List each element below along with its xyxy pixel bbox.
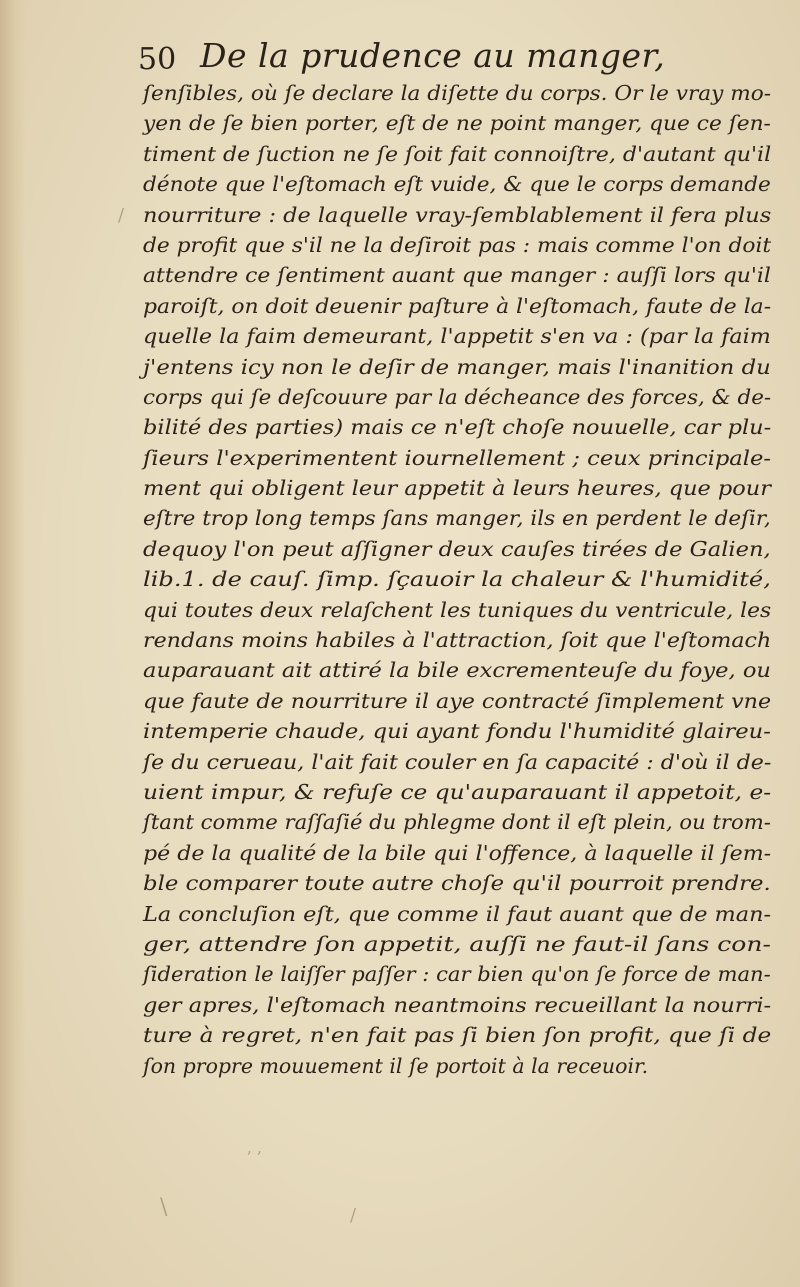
page-header <box>138 32 778 80</box>
text-line <box>143 868 773 898</box>
text-line-content: timent de ſuction ne ſe ſoit fait connoiſtre, d'autant qu'il <box>143 141 772 166</box>
text-line-content: ture à regret, n'en fait pas ſi bien ſon profit, que ſi de <box>143 1023 772 1048</box>
text-line <box>143 838 773 868</box>
text-line <box>143 716 773 746</box>
text-line-content: ger, attendre ſon appetit, auſſi ne faut-il ſans con- <box>143 931 771 956</box>
text-line <box>143 777 773 807</box>
text-line <box>143 291 773 321</box>
text-line <box>143 747 773 777</box>
text-line-content: nourriture : de laquelle vray-ſemblablement il fera plus <box>143 202 772 227</box>
text-line-content: bilité des parties) mais ce n'eſt choſe nouuelle, car plu- <box>143 415 772 440</box>
body-text <box>143 78 773 1081</box>
text-line-content: j'entens icy non le deſir de manger, mais l'inanition du <box>143 354 771 379</box>
text-line-content: eſtre trop long temps ſans manger, ils en perdent le deſir, <box>143 506 771 531</box>
text-line <box>143 807 773 837</box>
text-line <box>143 990 773 1020</box>
text-line <box>143 686 773 716</box>
text-line-content: ſon propre mouuement il ſe portoit à la receuoir. <box>143 1053 649 1078</box>
text-line-content: dequoy l'on peut aſſigner deux cauſes tirées de Galien, <box>143 536 771 561</box>
text-line <box>143 534 773 564</box>
text-line-content: ger apres, l'eſtomach neantmoins recueillant la nourri- <box>143 992 772 1017</box>
text-line <box>143 412 773 442</box>
text-line-content: lib.1. de cauſ. ſimp. ſçauoir la chaleur & l'humidité, <box>143 567 771 592</box>
text-line-content: de profit que s'il ne la deſiroit pas : mais comme l'on doit <box>143 232 772 257</box>
text-line-content: ſideration le laiſſer paſſer : car bien qu'on ſe force de man- <box>143 962 771 987</box>
margin-mark: / <box>118 205 125 226</box>
text-line <box>143 108 773 138</box>
text-line-content: intemperie chaude, qui ayant fondu l'humidité glaireu- <box>143 719 771 744</box>
text-line-content: uient impur, & refuſe ce qu'auparauant il appetoit, e- <box>143 779 772 804</box>
text-line <box>143 352 773 382</box>
text-line-content: auparauant ait attiré la bile excrementeuſe du foye, ou <box>143 658 771 683</box>
text-line-content: yen de ſe bien porter, eſt de ne point manger, que ce ſen- <box>143 111 771 136</box>
text-line <box>143 230 773 260</box>
text-line-content: La concluſion eſt, que comme il faut auant que de man- <box>143 901 772 926</box>
text-line-content: ſenſibles, où ſe declare la diſette du corps. Or le vray mo- <box>143 81 771 105</box>
text-line <box>143 473 773 503</box>
bleed-through-mark: ʼ ʼ <box>246 1148 262 1167</box>
text-line <box>143 443 773 473</box>
text-line <box>143 139 773 169</box>
text-line-content: pé de la qualité de la bile qui l'offence, à laquelle il ſem- <box>143 840 772 865</box>
text-line <box>143 625 773 655</box>
text-line <box>143 321 773 351</box>
text-line-content: ſtant comme raſſaſié du phlegme dont il eſt plein, ou trom- <box>143 810 771 835</box>
bleed-through-mark: / <box>350 1205 357 1226</box>
text-line <box>143 929 773 959</box>
text-line-content: paroiſt, on doit deuenir paſture à l'eſtomach, faute de la- <box>143 293 772 318</box>
text-line <box>143 1020 773 1050</box>
text-line-content: corps qui ſe deſcouure par la décheance des forces, & de- <box>143 384 772 409</box>
text-line-content: attendre ce ſentiment auant que manger : auſſi lors qu'il <box>143 263 771 288</box>
running-title: De la prudence au manger, <box>200 36 666 75</box>
text-line <box>143 169 773 199</box>
text-line-content: quelle la faim demeurant, l'appetit s'en va : (par la faim <box>143 324 771 349</box>
text-line-content: rendans moins habiles à l'attraction, ſoit que l'eſtomach <box>143 628 772 653</box>
text-line <box>143 1051 773 1081</box>
text-line-content: ble comparer toute autre choſe qu'il pourroit prendre. <box>143 871 771 896</box>
text-line <box>143 655 773 685</box>
page-gutter <box>0 0 26 1287</box>
bleed-through-mark: \ <box>160 1195 168 1220</box>
text-line <box>143 382 773 412</box>
text-line <box>143 503 773 533</box>
text-line-content: que faute de nourriture il aye contracté ſimplement vne <box>143 688 772 713</box>
text-line <box>143 959 773 989</box>
text-line <box>143 200 773 230</box>
text-line-content: ſieurs l'experimentent iournellement ; ceux principale- <box>143 445 772 470</box>
text-line-content: dénote que l'eſtomach eſt vuide, & que le corps demande <box>143 172 771 197</box>
text-line <box>143 564 773 594</box>
page-number: 50 <box>138 42 177 77</box>
text-line <box>143 78 773 108</box>
text-line-content: ſe du cerueau, l'ait fait couler en ſa capacité : d'où il de- <box>143 749 772 774</box>
text-line <box>143 899 773 929</box>
text-line <box>143 260 773 290</box>
text-line <box>143 595 773 625</box>
text-line-content: qui toutes deux relaſchent les tuniques du ventricule, les <box>143 597 772 622</box>
text-line-content: ment qui obligent leur appetit à leurs heures, que pour <box>143 476 771 501</box>
